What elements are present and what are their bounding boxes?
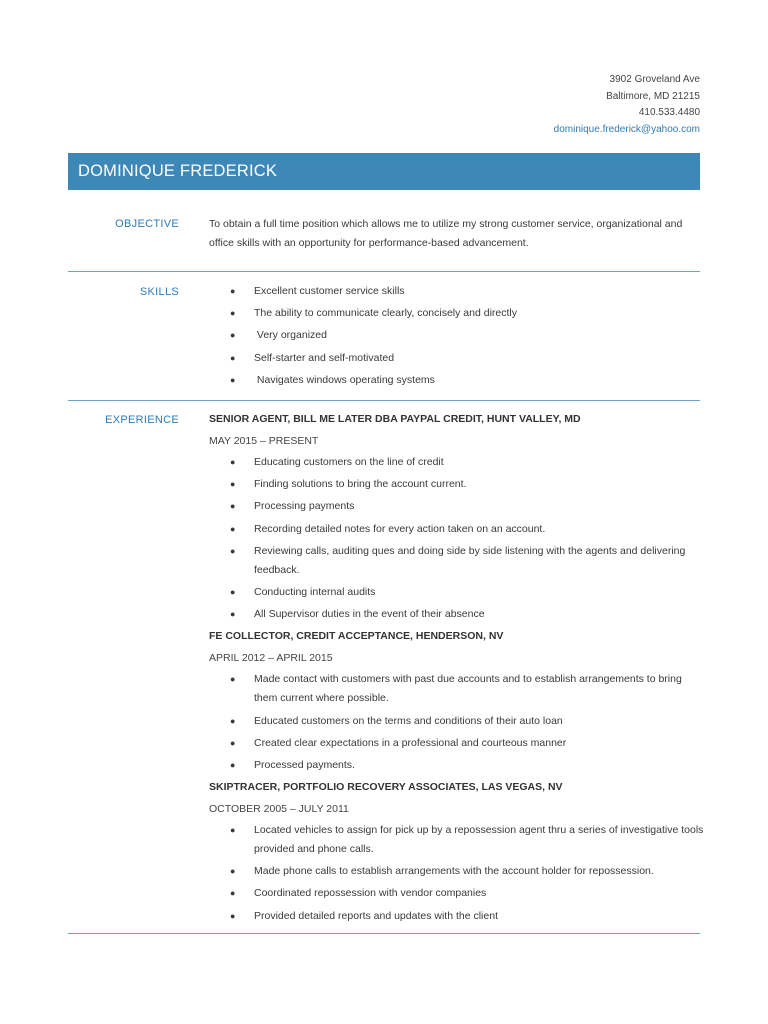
list-item: [209, 821, 704, 859]
bullet-icon: ●: [230, 523, 236, 534]
objective-label: OBJECTIVE: [115, 218, 179, 230]
bullet-icon: ●: [230, 545, 236, 556]
list-item: [209, 520, 704, 539]
list-item: [209, 734, 704, 753]
bullet-icon: ●: [230, 866, 236, 877]
address-line-2: Baltimore, MD 21215: [606, 90, 700, 102]
job-dates: APRIL 2012 – APRIL 2015: [209, 651, 333, 664]
duty-text: Finding solutions to bring the account current.: [254, 478, 467, 491]
skills-list: [209, 282, 704, 390]
duty-text: Made contact with customers with past due accounts and to establish arrangements to bring them current where possible.: [254, 673, 682, 705]
bullet-icon: ●: [230, 674, 236, 685]
contact-block: [554, 72, 700, 138]
duty-text: Conducting internal audits: [254, 585, 376, 598]
duty-text: Located vehicles to assign for pick up by a repossession agent thru a series of investigative tools provided and phone calls.: [254, 824, 704, 856]
section-divider: [68, 271, 700, 272]
duty-text: Coordinated repossession with vendor companies: [254, 887, 487, 900]
list-item: [209, 756, 704, 775]
skill-text: Self-starter and self-motivated: [254, 351, 395, 364]
duties-list: [209, 670, 704, 775]
duty-text: Processed payments.: [254, 758, 355, 771]
bullet-icon: ●: [230, 586, 236, 597]
skill-text: Navigates windows operating systems: [254, 373, 435, 386]
job-entry: [209, 410, 704, 624]
job-dates: OCTOBER 2005 – JULY 2011: [209, 802, 349, 815]
experience-label: EXPERIENCE: [105, 414, 179, 426]
list-item: [209, 907, 704, 926]
duties-list: [209, 453, 704, 624]
candidate-name: DOMINIQUE FREDERICK: [78, 162, 278, 180]
bullet-icon: ●: [230, 910, 236, 921]
phone-number: 410.533.4480: [638, 107, 700, 119]
list-item: [209, 670, 704, 708]
bullet-icon: ●: [230, 825, 236, 836]
duty-text: Reviewing calls, auditing ques and doing side by side listening with the agents and delivering feedback.: [254, 544, 686, 576]
bullet-icon: ●: [230, 330, 236, 341]
list-item: [209, 326, 704, 345]
skill-text: The ability to communicate clearly, concisely and directly: [254, 307, 517, 320]
job-dates: MAY 2015 – PRESENT: [209, 434, 319, 447]
experience-section: [209, 410, 704, 929]
bullet-icon: ●: [230, 374, 236, 385]
bullet-icon: ●: [230, 501, 236, 512]
bullet-icon: ●: [230, 609, 236, 620]
job-title: SENIOR AGENT, BILL ME LATER DBA PAYPAL CREDIT, HUNT VALLEY, MD: [209, 413, 581, 425]
objective-text: To obtain a full time position which allows me to utilize my strong customer service, organizational and office skills with an opportunity for performance-based advancement.: [209, 218, 683, 249]
email-link[interactable]: dominique.frederick@yahoo.com: [553, 123, 700, 135]
name-header-bar: [68, 153, 700, 190]
job-entry: [209, 778, 704, 926]
duty-text: Educated customers on the terms and conditions of their auto loan: [254, 714, 563, 727]
list-item: [209, 862, 704, 881]
job-title: SKIPTRACER, PORTFOLIO RECOVERY ASSOCIATES, LAS VEGAS, NV: [209, 781, 563, 794]
skill-text: Very organized: [254, 329, 327, 342]
job-title: FE COLLECTOR, CREDIT ACCEPTANCE, HENDERSON, NV: [209, 630, 504, 643]
duty-text: Created clear expectations in a professional and courteous manner: [254, 736, 567, 749]
skill-text: Excellent customer service skills: [254, 285, 405, 297]
list-item: [209, 497, 704, 516]
list-item: [209, 282, 704, 301]
list-item: [209, 583, 704, 602]
section-divider: [68, 933, 700, 934]
bullet-icon: ●: [230, 457, 236, 467]
bullet-icon: ●: [230, 352, 236, 363]
list-item: [209, 349, 704, 368]
duty-text: All Supervisor duties in the event of their absence: [254, 608, 485, 621]
list-item: [209, 605, 704, 624]
list-item: [209, 884, 704, 903]
duty-text: Processing payments: [254, 500, 355, 513]
list-item: [209, 304, 704, 323]
duty-text: Educating customers on the line of credit: [254, 456, 444, 468]
section-divider: [68, 400, 700, 401]
duty-text: Recording detailed notes for every action taken on an account.: [254, 522, 546, 535]
job-entry: [209, 627, 704, 775]
list-item: [209, 453, 704, 472]
bullet-icon: ●: [230, 759, 236, 770]
address-line-1: 3902 Groveland Ave: [609, 74, 700, 85]
list-item: [209, 371, 704, 390]
bullet-icon: ●: [230, 715, 236, 726]
bullet-icon: ●: [230, 737, 236, 748]
bullet-icon: ●: [230, 308, 236, 319]
bullet-icon: ●: [230, 286, 236, 296]
bullet-icon: ●: [230, 888, 236, 899]
skills-section: [209, 282, 704, 393]
skills-label: SKILLS: [139, 286, 179, 298]
duty-text: Provided detailed reports and updates with the client: [254, 909, 498, 922]
list-item: [209, 542, 704, 580]
duties-list: [209, 821, 704, 926]
duty-text: Made phone calls to establish arrangements with the account holder for repossession.: [254, 865, 654, 878]
list-item: [209, 712, 704, 731]
list-item: [209, 475, 704, 494]
bullet-icon: ●: [230, 479, 236, 490]
